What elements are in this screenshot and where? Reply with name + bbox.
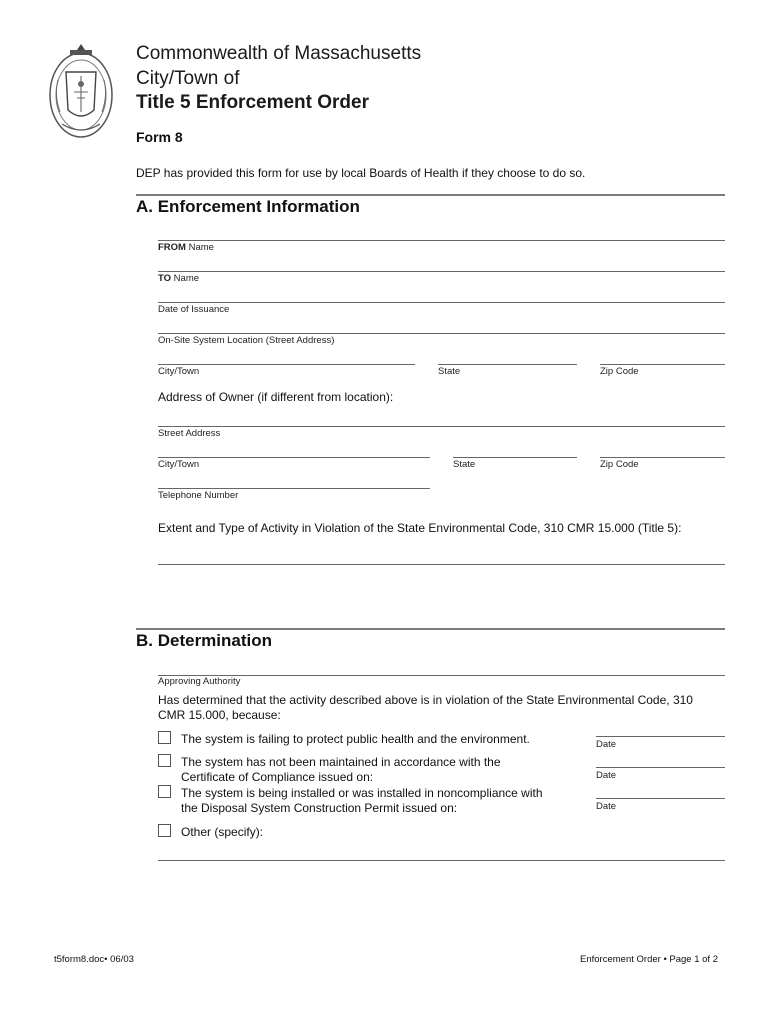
violation-description-field[interactable]	[158, 564, 725, 565]
owner-city-field[interactable]	[158, 457, 430, 458]
determination-line-2: CMR 15.000, because:	[158, 708, 281, 722]
section-b-title: B. Determination	[136, 631, 273, 650]
other-option-label: Other (specify):	[181, 825, 264, 839]
form-number: Form 8	[136, 129, 183, 145]
date-issuance-label: Date of Issuance	[158, 304, 230, 315]
owner-street-label: Street Address	[158, 428, 221, 439]
from-rest: Name	[185, 242, 214, 253]
page-title: Title 5 Enforcement Order	[136, 92, 369, 113]
zip-field[interactable]	[600, 364, 725, 365]
owner-address-heading: Address of Owner (if different from location):	[158, 390, 394, 404]
telephone-label: Telephone Number	[158, 490, 239, 501]
section-a-rule	[136, 194, 725, 196]
noncompliance-line-1: The system is being installed or was installed in noncompliance with	[181, 786, 543, 800]
failing-option-label: The system is failing to protect public health and the environment.	[181, 732, 530, 746]
state-label: State	[438, 366, 461, 377]
owner-state-label: State	[453, 459, 476, 470]
date-label-2: Date	[596, 770, 617, 781]
onsite-location-label: On-Site System Location (Street Address)	[158, 335, 335, 346]
section-b-rule	[136, 628, 725, 630]
header-commonwealth: Commonwealth of Massachusetts	[136, 43, 422, 64]
date-field-2[interactable]	[596, 767, 725, 768]
owner-zip-label: Zip Code	[600, 459, 639, 470]
other-checkbox[interactable]	[158, 824, 171, 837]
onsite-location-field[interactable]	[158, 333, 725, 334]
footer-page-info: Enforcement Order • Page 1 of 2	[580, 954, 718, 965]
failing-checkbox[interactable]	[158, 731, 171, 744]
noncompliance-line-2: the Disposal System Construction Permit issued on:	[181, 801, 458, 815]
state-field[interactable]	[438, 364, 577, 365]
owner-city-label: City/Town	[158, 459, 200, 470]
intro-text: DEP has provided this form for use by local Boards of Health if they choose to do so.	[136, 166, 586, 180]
zip-label: Zip Code	[600, 366, 639, 377]
not-maintained-checkbox[interactable]	[158, 754, 171, 767]
noncompliance-checkbox[interactable]	[158, 785, 171, 798]
from-bold: FROM	[158, 242, 186, 253]
city-town-label: City/Town	[158, 366, 200, 377]
violation-description-label: Extent and Type of Activity in Violation of the State Environmental Code, 310 CMR 15.000 (Title 5):	[158, 521, 682, 535]
massachusetts-seal-icon	[44, 40, 118, 140]
to-name-label	[158, 273, 199, 284]
not-maintained-line-1: The system has not been maintained in accordance with the	[181, 755, 501, 769]
approving-authority-field[interactable]	[158, 675, 725, 676]
determination-line-1: Has determined that the activity described above is in violation of the State Environmental Code, 310	[158, 693, 693, 707]
other-specify-field[interactable]	[158, 860, 725, 861]
section-a-title: A. Enforcement Information	[136, 197, 360, 216]
owner-zip-field[interactable]	[600, 457, 725, 458]
footer-doc-id: t5form8.doc• 06/03	[54, 954, 134, 965]
date-field-1[interactable]	[596, 736, 725, 737]
date-label-1: Date	[596, 739, 617, 750]
date-label-3: Date	[596, 801, 617, 812]
date-field-3[interactable]	[596, 798, 725, 799]
owner-state-field[interactable]	[453, 457, 577, 458]
approving-authority-label: Approving Authority	[158, 676, 241, 687]
telephone-field[interactable]	[158, 488, 430, 489]
header-city-town: City/Town of	[136, 68, 240, 89]
date-issuance-field[interactable]	[158, 302, 725, 303]
to-rest: Name	[171, 273, 200, 284]
to-bold: TO	[158, 273, 172, 284]
to-name-field[interactable]	[158, 271, 725, 272]
from-name-label	[158, 242, 214, 253]
city-town-field[interactable]	[158, 364, 415, 365]
not-maintained-line-2: Certificate of Compliance issued on:	[181, 770, 374, 784]
owner-street-field[interactable]	[158, 426, 725, 427]
from-name-field[interactable]	[158, 240, 725, 241]
